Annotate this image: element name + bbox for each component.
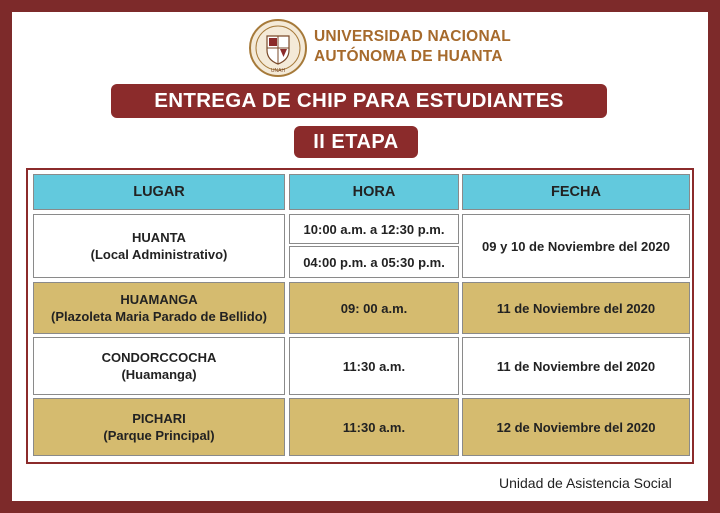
table-row-hora: 10:00 a.m. a 12:30 p.m. xyxy=(289,214,459,244)
lugar-name: HUAMANGA xyxy=(120,292,198,307)
table-row-hora: 04:00 p.m. a 05:30 p.m. xyxy=(289,246,459,278)
title-banner: ENTREGA DE CHIP PARA ESTUDIANTES xyxy=(111,84,607,118)
table-row-hora: 11:30 a.m. xyxy=(289,337,459,395)
table-row-lugar xyxy=(33,398,285,456)
table-row-fecha: 11 de Noviembre del 2020 xyxy=(462,282,690,334)
svg-text:UNAH: UNAH xyxy=(270,68,286,74)
table-row-lugar xyxy=(33,214,285,278)
table-row-fecha: 09 y 10 de Noviembre del 2020 xyxy=(462,214,690,278)
table-row-hora: 09: 00 a.m. xyxy=(289,282,459,334)
lugar-name: HUANTA xyxy=(132,230,186,245)
university-name-line1: UNIVERSIDAD NACIONAL xyxy=(314,28,511,45)
table-row-hora: 11:30 a.m. xyxy=(289,398,459,456)
table-row-fecha: 11 de Noviembre del 2020 xyxy=(462,337,690,395)
column-header-lugar: LUGAR xyxy=(33,174,285,210)
lugar-name: CONDORCCOCHA xyxy=(101,350,217,365)
lugar-name: PICHARI xyxy=(132,411,186,426)
table-row-lugar xyxy=(33,337,285,395)
lugar-detail: (Huamanga) xyxy=(121,367,197,382)
lugar-detail: (Plazoleta Maria Parado de Bellido) xyxy=(51,309,267,324)
lugar-detail: (Parque Principal) xyxy=(103,428,215,443)
lugar-detail: (Local Administrativo) xyxy=(90,247,228,262)
stage-banner: II ETAPA xyxy=(294,126,418,158)
table-row-lugar xyxy=(33,282,285,334)
column-header-fecha: FECHA xyxy=(462,174,690,210)
university-name-line2: AUTÓNOMA DE HUANTA xyxy=(314,48,503,65)
university-name xyxy=(314,27,511,67)
footer-credit: Unidad de Asistencia Social xyxy=(499,475,672,491)
table-row-fecha: 12 de Noviembre del 2020 xyxy=(462,398,690,456)
column-header-hora: HORA xyxy=(289,174,459,210)
university-seal-logo xyxy=(248,18,308,78)
